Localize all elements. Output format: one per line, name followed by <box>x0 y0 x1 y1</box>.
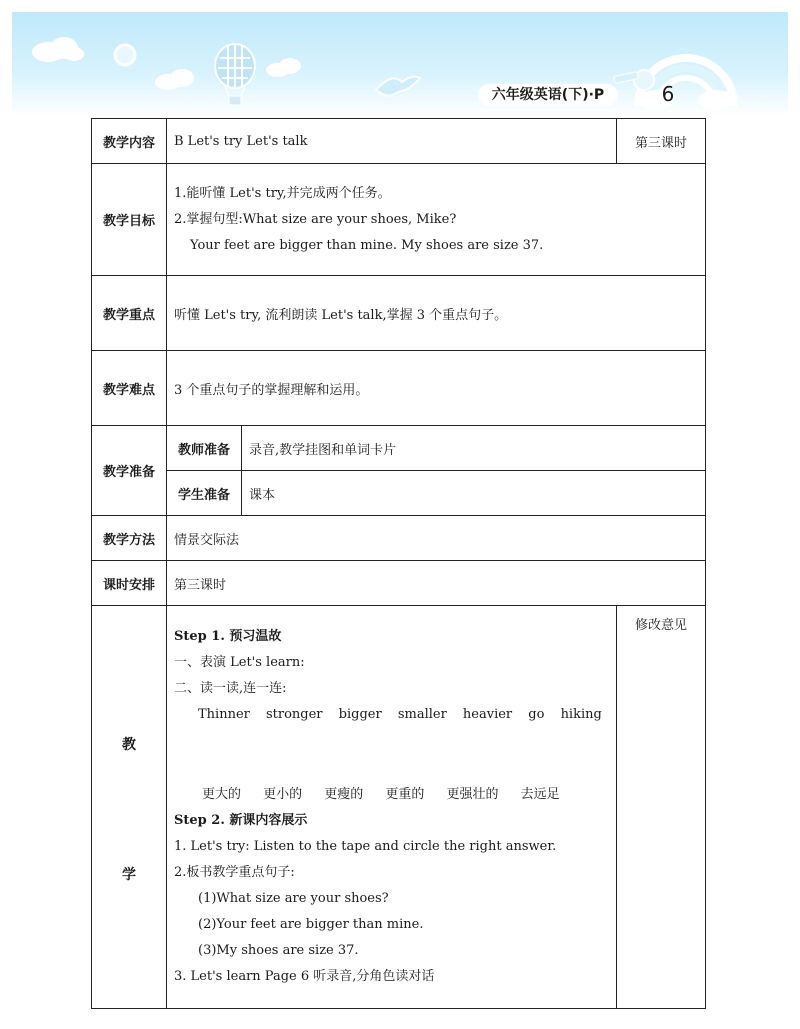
preparation-label: 教学准备 <box>92 426 167 516</box>
chinese-word-list: 更大的 更小的 更瘦的 更重的 更强壮的 去远足 <box>202 787 560 802</box>
process-label-char: 教 <box>122 737 136 753</box>
key-points-value: 听懂 Let's try, 流利朗读 Let's talk,掌握 3 个重点句子。 <box>167 276 706 351</box>
step1-item: 一、表演 Let's learn: <box>174 655 305 670</box>
method-label: 教学方法 <box>92 516 167 561</box>
method-value: 情景交际法 <box>167 516 706 561</box>
process-label <box>92 606 167 1009</box>
process-row <box>92 606 706 1009</box>
objective-line: 2.掌握句型:What size are your shoes, Mike? <box>174 211 457 227</box>
lesson-plan-table <box>91 118 706 1009</box>
process-content <box>167 606 617 1009</box>
sun-icon <box>112 42 138 68</box>
schedule-row <box>92 561 706 606</box>
objectives-row <box>92 164 706 276</box>
objectives-value <box>167 164 706 276</box>
step1-item: 二、读一读,连一连: <box>174 681 287 696</box>
teacher-prep-row <box>92 426 706 471</box>
hot-air-balloon-icon <box>210 42 260 112</box>
cloud-icon <box>26 34 86 64</box>
teacher-prep-value: 录音,教学挂图和单词卡片 <box>242 426 706 471</box>
objective-line: Your feet are bigger than mine. My shoes are size 37. <box>190 237 544 253</box>
teacher-prep-label: 教师准备 <box>167 426 242 471</box>
step2-item: 2.板书教学重点句子: <box>174 865 295 880</box>
book-label: 六年级英语(下)·P <box>478 84 618 106</box>
objective-line: 1.能听懂 Let's try,并完成两个任务。 <box>174 185 391 201</box>
step2-title: Step 2. 新课内容展示 <box>174 813 308 828</box>
content-value: B Let's try Let's talk <box>167 119 617 164</box>
step2-item: 3. Let's learn Page 6 听录音,分角色读对话 <box>174 969 435 984</box>
schedule-label: 课时安排 <box>92 561 167 606</box>
key-points-row <box>92 276 706 351</box>
difficulties-label: 教学难点 <box>92 351 167 426</box>
content-row <box>92 119 706 164</box>
method-row <box>92 516 706 561</box>
difficulties-row <box>92 351 706 426</box>
revision-notes: 修改意见 <box>617 606 706 1009</box>
schedule-value: 第三课时 <box>167 561 706 606</box>
student-prep-value: 课本 <box>242 471 706 516</box>
difficulties-value: 3 个重点句子的掌握理解和运用。 <box>167 351 706 426</box>
english-word-list: Thinner stronger bigger smaller heavier go hiking <box>198 707 602 722</box>
key-sentence: (3)My shoes are size 37. <box>198 943 359 958</box>
student-prep-row <box>92 471 706 516</box>
key-points-label: 教学重点 <box>92 276 167 351</box>
student-prep-label: 学生准备 <box>167 471 242 516</box>
key-sentence: (2)Your feet are bigger than mine. <box>198 917 424 932</box>
content-label: 教学内容 <box>92 119 167 164</box>
bird-icon <box>372 68 424 106</box>
matching-space <box>174 728 609 782</box>
cloud-icon <box>262 56 306 78</box>
process-label-char: 学 <box>122 867 136 883</box>
content-period: 第三课时 <box>617 119 706 164</box>
step2-item: 1. Let's try: Listen to the tape and circle the right answer. <box>174 839 557 854</box>
objectives-label: 教学目标 <box>92 164 167 276</box>
key-sentence: (1)What size are your shoes? <box>198 891 389 906</box>
step1-title: Step 1. 预习温故 <box>174 629 282 644</box>
cloud-icon <box>150 66 202 92</box>
page-number: 6 <box>661 82 675 106</box>
